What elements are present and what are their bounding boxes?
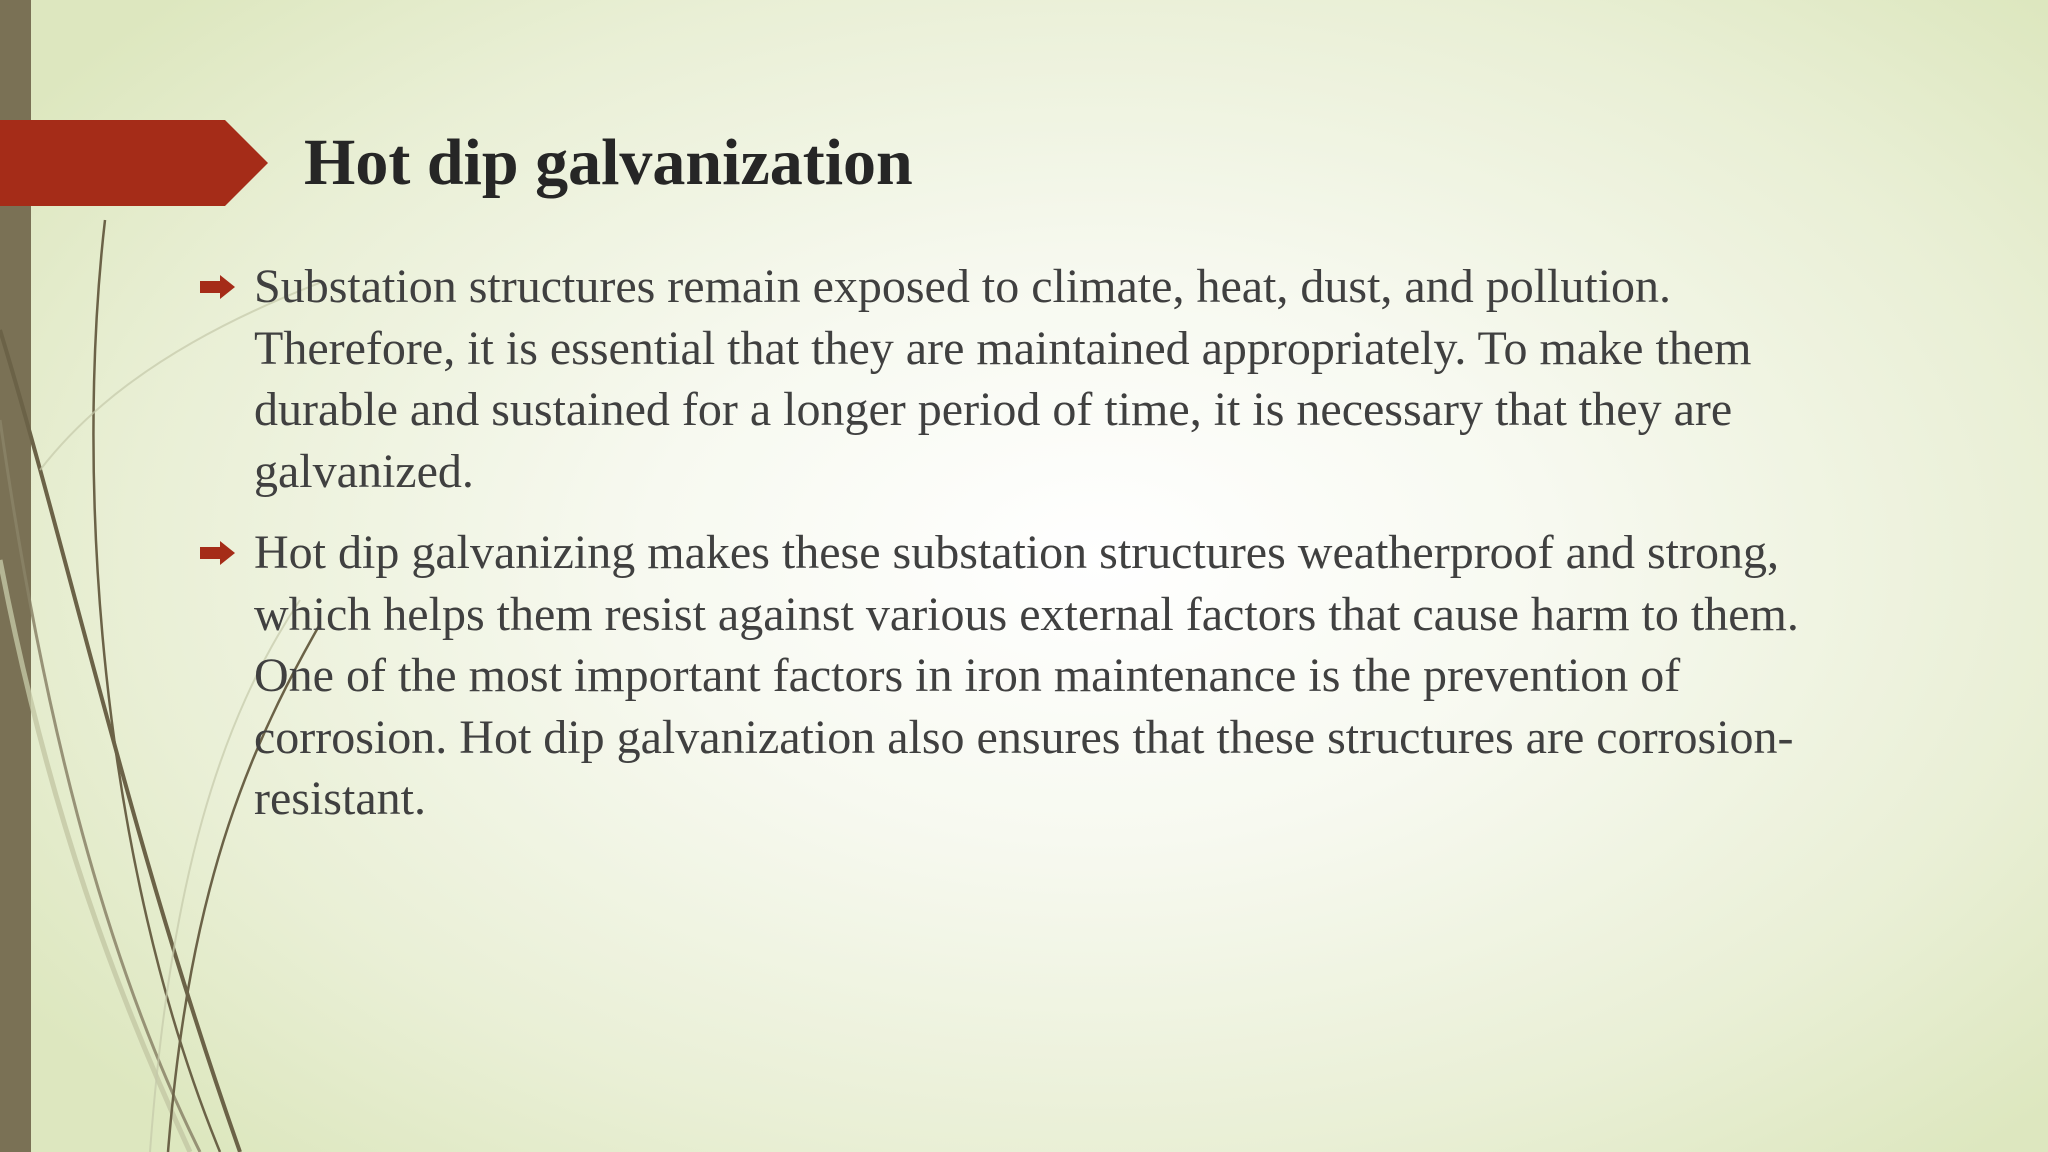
bullet-list bbox=[196, 256, 1816, 850]
slide-title: Hot dip galvanization bbox=[304, 126, 913, 199]
bullet-text: Substation structures remain exposed to climate, heat, dust, and pollution. Therefore, it is essential that they are maintained appropriately. To make them durable and sustained for a longer period of time, it is necessary that they are galvanized. bbox=[254, 260, 1752, 498]
arrow-bullet-icon bbox=[200, 540, 236, 566]
title-arrow-banner bbox=[0, 120, 270, 206]
bullet-text: Hot dip galvanizing makes these substation structures weatherproof and strong, which helps them resist against various external factors that cause harm to them. One of the most important factors in iron maintenance is the prevention of corrosion. Hot dip galvanization also ensures that these structures are corrosion-resistant. bbox=[254, 526, 1799, 825]
bullet-item bbox=[196, 256, 1816, 502]
bullet-item bbox=[196, 522, 1816, 830]
arrow-bullet-icon bbox=[200, 274, 236, 300]
